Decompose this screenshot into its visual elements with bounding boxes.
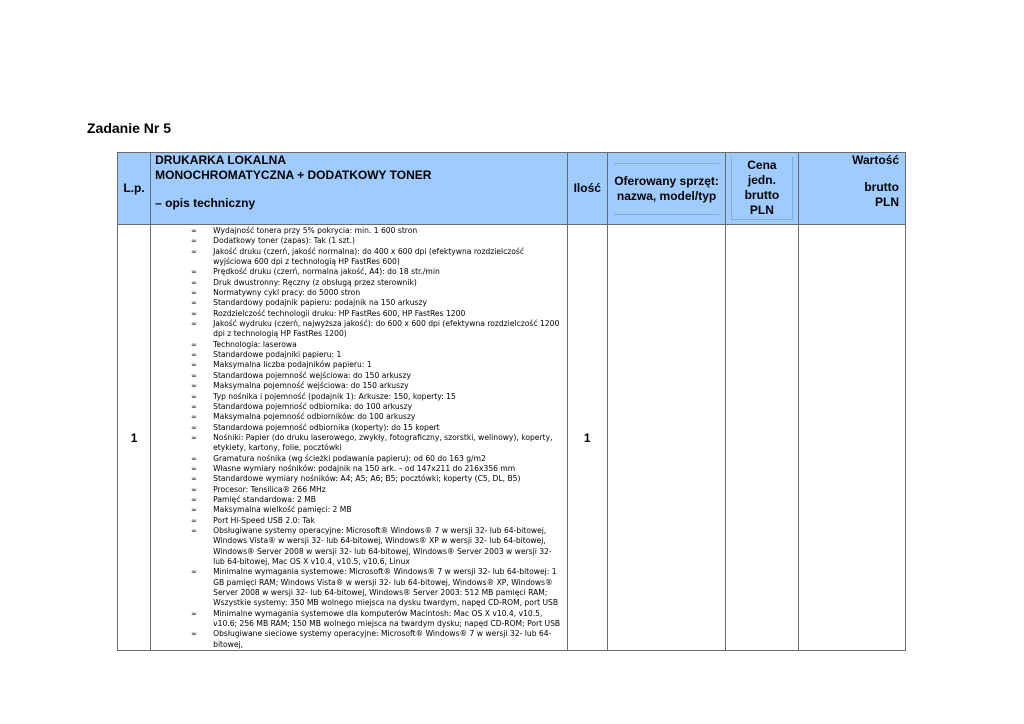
bullet-icon: ∞: [191, 340, 197, 349]
bullet-icon: ∞: [191, 630, 197, 639]
list-item: [151, 629, 567, 650]
feature-text: Maksymalna wielkość pamięci: 2 MB: [213, 505, 352, 515]
feature-text: Standardowa pojemność wejściowa: do 150 arkuszy: [213, 370, 411, 380]
bullet-icon: ∞: [191, 485, 197, 494]
list-item: [151, 505, 567, 515]
feature-text: Jakość wydruku (czerń, najwyższa jakość): do 600 x 600 dpi (efektywna rozdzielczość 1200 dpi z technologią HP FastRes 1200): [213, 319, 560, 339]
list-item: [151, 464, 567, 474]
bullet-icon: ∞: [191, 237, 197, 246]
row-total-value-cell[interactable]: [798, 225, 905, 651]
list-item: [151, 402, 567, 412]
bullet-icon: ∞: [191, 402, 197, 411]
feature-text: Maksymalna pojemność wejściowa: do 150 arkuszy: [213, 381, 409, 391]
list-item: [151, 236, 567, 246]
table-header-row: [118, 153, 906, 225]
bullet-icon: ∞: [191, 382, 197, 391]
table-row: [118, 225, 906, 651]
list-item: [151, 267, 567, 277]
bullet-icon: ∞: [191, 516, 197, 525]
bullet-icon: ∞: [191, 289, 197, 298]
header-price-line-1: Cena jedn.: [747, 158, 777, 187]
bullet-icon: ∞: [191, 526, 197, 535]
list-item: [151, 474, 567, 484]
header-offer-line-2: nazwa, model/typ: [616, 188, 717, 203]
feature-text: Normatywny cykl pracy: do 5000 stron: [213, 288, 361, 298]
header-unit-price: [726, 153, 798, 225]
header-description-line-3: – opis techniczny: [155, 196, 256, 210]
bullet-icon: ∞: [191, 268, 197, 277]
feature-text: Wydajność tonera przy 5% pokrycia: min. 1 600 stron: [213, 226, 418, 235]
feature-text: Standardowe podajniki papieru: 1: [213, 350, 342, 360]
feature-text: Standardowy podajnik papieru: podajnik na 150 arkuszy: [213, 298, 427, 308]
feature-text: Procesor: Tensilica® 266 MHz: [213, 484, 326, 494]
list-item: [151, 526, 567, 567]
specification-table: [117, 152, 906, 651]
feature-text: Typ nośnika i pojemność (podajnik 1): Arkusze: 150, koperty: 15: [213, 391, 456, 401]
bullet-icon: ∞: [191, 299, 197, 308]
feature-text: Maksymalna pojemność odbiorników: do 100 arkuszy: [213, 412, 416, 422]
list-item: [151, 433, 567, 454]
feature-text: Prędkość druku (czerń, normalna jakość, A4): do 18 str./min: [213, 267, 440, 277]
list-item: [151, 288, 567, 298]
header-offered-equipment: [607, 153, 725, 225]
list-item: [151, 247, 567, 268]
feature-text: Minimalne wymagania systemowe: Microsoft® Windows® 7 w wersji 32- lub 64-bitowej: 1 GB pamięci RAM; Windows Vista® w wersji 32- lub 64-bitowej, Windows® XP, Windows® Server 2008 w wersji 32- lub 64-bitowej, Windows® Server 2003: 512 MB pamięci RAM; Wszystkie systemy: 350 MB wolnego miejsca na dysku twardym, napęd CD-ROM, port USB: [213, 567, 559, 608]
feature-text: Minimalne wymagania systemowe dla komputerów Macintosh: Mac OS X v10.4, v10.5, v10.6; 256 MB RAM; 150 MB wolnego miejsca na twardym dysku; napęd CD-ROM; Port USB: [213, 608, 561, 629]
bullet-icon: ∞: [191, 464, 197, 473]
bullet-icon: ∞: [191, 495, 197, 504]
list-item: [151, 298, 567, 308]
row-unit-price-cell[interactable]: [726, 225, 798, 651]
bullet-icon: ∞: [191, 454, 197, 463]
row-lp: 1: [118, 225, 151, 651]
feature-text: Obsługiwane sieciowe systemy operacyjne: Microsoft® Windows® 7 w wersji 32- lub 64-bitowej,: [213, 629, 552, 649]
list-item: [151, 392, 567, 402]
bullet-icon: ∞: [191, 433, 197, 442]
list-item: [151, 340, 567, 350]
header-description-line-2: MONOCHROMATYCZNA + DODATKOWY TONER: [155, 168, 432, 182]
list-item: [151, 371, 567, 381]
list-item: [151, 360, 567, 370]
bullet-icon: ∞: [191, 227, 197, 235]
header-offer-line-1: Oferowany sprzęt:: [614, 173, 719, 188]
bullet-icon: ∞: [191, 371, 197, 380]
bullet-icon: ∞: [191, 361, 197, 370]
row-offered-equipment-cell[interactable]: [607, 225, 725, 651]
feature-text: Standardowa pojemność odbiornika: do 100 arkuszy: [213, 401, 413, 411]
bullet-icon: ∞: [191, 351, 197, 360]
list-item: [151, 350, 567, 360]
list-item: [151, 454, 567, 464]
header-total-line-3: PLN: [875, 195, 899, 209]
feature-text: Druk dwustronny: Ręczny (z obsługą przez sterownik): [213, 277, 417, 287]
list-item: [151, 226, 567, 236]
bullet-icon: ∞: [191, 309, 197, 318]
bullet-icon: ∞: [191, 568, 197, 577]
bullet-icon: ∞: [191, 392, 197, 401]
feature-text: Jakość druku (czerń, jakość normalna): do 400 x 600 dpi (efektywna rozdzielczość wyjściowa 600 dpi z technologią HP FastRes 600): [213, 246, 525, 267]
list-item: [151, 412, 567, 422]
list-item: [151, 319, 567, 340]
header-price-line-2: brutto: [744, 188, 780, 202]
feature-text: Rozdzielczość technologii druku: HP FastRes 600, HP FastRes 1200: [213, 308, 466, 318]
bullet-icon: ∞: [191, 475, 197, 484]
list-item: [151, 309, 567, 319]
list-item: [151, 485, 567, 495]
header-total-value: [798, 153, 905, 225]
feature-text: Standardowa pojemność odbiornika (koperty): do 15 kopert: [213, 422, 440, 432]
header-price-line-3: PLN: [749, 203, 774, 217]
header-lp: L.p.: [118, 153, 151, 225]
feature-text: Własne wymiary nośników: podajnik na 150 ark. – od 147x211 do 216x356 mm: [213, 463, 516, 473]
bullet-icon: ∞: [191, 423, 197, 432]
bullet-icon: ∞: [191, 506, 197, 515]
feature-text: Obsługiwane systemy operacyjne: Microsoft® Windows® 7 w wersji 32- lub 64-bitowej, Windows Vista® w wersji 32- lub 64-bitowej, Windows® XP w wersji 32- lub 64-bitowej, Windows® Server 2008 w wersji 32- lub 64-bitowej, Windows® Server 2003 w wersji 32- lub 64-bitowej, Mac OS X v10.4, v10.5, v10.6, Linux: [213, 525, 552, 566]
list-item: [151, 567, 567, 608]
row-description: [151, 225, 568, 651]
feature-text: Port Hi-Speed USB 2.0: Tak: [213, 515, 315, 525]
list-item: [151, 495, 567, 505]
list-item: [151, 609, 567, 630]
feature-text: Gramatura nośnika (wg ścieżki podawania papieru): od 60 do 163 g/m2: [213, 453, 486, 463]
list-item: [151, 381, 567, 391]
feature-text: Standardowe wymiary nośników: A4; A5; A6; B5; pocztówki; koperty (C5, DL, B5): [213, 474, 521, 484]
header-total-line-2: brutto: [864, 180, 899, 194]
feature-text: Maksymalna liczba podajników papieru: 1: [213, 360, 372, 370]
bullet-icon: ∞: [191, 247, 197, 256]
feature-text: Technologia: laserowa: [213, 339, 297, 349]
header-description: [151, 153, 568, 225]
list-item: [151, 516, 567, 526]
list-item: [151, 423, 567, 433]
feature-text: Nośniki: Papier (do druku laserowego, zwykły, fotograficzny, szorstki, welinowy), koperty, etykiety, kartony, folie, pocztówki: [213, 432, 553, 453]
bullet-icon: ∞: [191, 609, 197, 618]
feature-list: [151, 226, 567, 650]
feature-text: Dodatkowy toner (zapas): Tak (1 szt.): [213, 236, 355, 246]
header-total-line-1: Wartość: [852, 153, 899, 167]
list-item: [151, 278, 567, 288]
bullet-icon: ∞: [191, 413, 197, 422]
bullet-icon: ∞: [191, 278, 197, 287]
feature-text: Pamięć standardowa: 2 MB: [213, 494, 316, 504]
header-quantity: Ilość: [567, 153, 607, 225]
page-title: Zadanie Nr 5: [87, 120, 172, 136]
bullet-icon: ∞: [191, 320, 197, 329]
header-description-line-1: DRUKARKA LOKALNA: [155, 153, 286, 167]
row-quantity: 1: [567, 225, 607, 651]
